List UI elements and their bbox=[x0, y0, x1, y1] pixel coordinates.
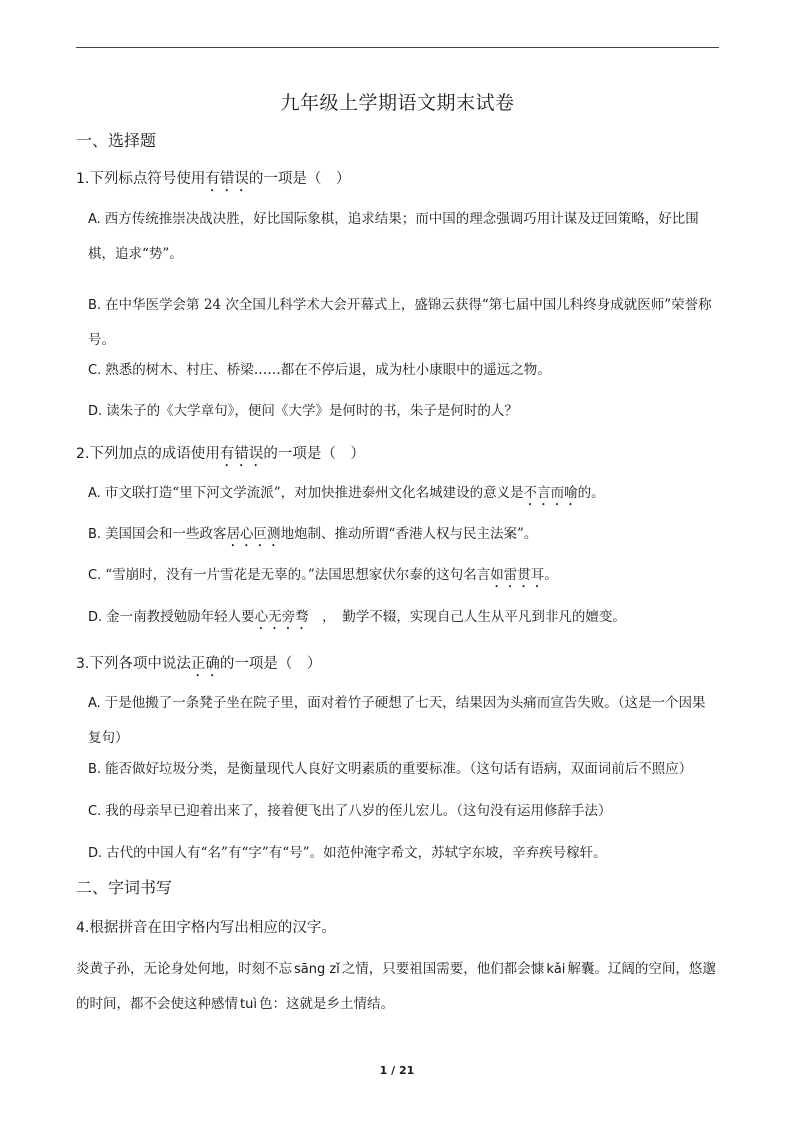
option-letter: B. bbox=[88, 762, 102, 777]
idiom-emphasis: 如雷贯耳 bbox=[490, 567, 545, 583]
option-text: 在中华医学会第 24 次全国儿科学术大会开幕式上，盛锦云获得“第七届中国儿科终身成就医师”荣誉称号。 bbox=[88, 297, 712, 348]
stem-text: 下列各项中说法 bbox=[89, 656, 191, 672]
option-text: 西方传统推崇决战决胜，好比国际象棋，追求结果；而中国的理念强调巧用计谋及迂回策略，好比围棋，追求“势”。 bbox=[88, 211, 699, 262]
option-letter: D. bbox=[88, 404, 103, 419]
question-number: 2. bbox=[76, 446, 90, 462]
q1-option-c bbox=[88, 353, 718, 388]
option-letter: D. bbox=[88, 846, 103, 861]
option-text: 市文联打造“里下河文学流派”，对加快推进泰州文化名城建设的意义是 bbox=[104, 485, 524, 501]
emphasis-text: 有错误 bbox=[219, 446, 264, 462]
idiom-emphasis: 心无旁骛 bbox=[254, 609, 309, 625]
option-text: 金一南教授勉励年轻人要 bbox=[106, 609, 255, 625]
stem-text: 的一项是（ ） bbox=[219, 656, 322, 672]
question-number: 3. bbox=[76, 656, 90, 672]
option-letter: B. bbox=[88, 298, 102, 313]
option-text: “雪崩时，没有一片雪花是无辜的。”法国思想家伏尔泰的这句名言 bbox=[105, 567, 491, 583]
q4-passage bbox=[76, 952, 719, 1022]
option-letter: C. bbox=[88, 804, 102, 819]
passage-text: 解囊。辽阔的空间，悠邈的时间，都不会使这种感情 bbox=[76, 961, 716, 1012]
q3-option-c bbox=[88, 794, 718, 829]
stem-text: 根据拼音在田字格内写出相应的汉字。 bbox=[89, 920, 336, 936]
option-letter: C. bbox=[88, 568, 102, 583]
q1-option-a bbox=[88, 202, 718, 271]
passage-text: 之情，只要祖国需要，他们都会慷 bbox=[341, 961, 545, 977]
q3-option-d bbox=[88, 836, 718, 871]
q2-option-a bbox=[88, 476, 718, 511]
question-2-stem bbox=[76, 442, 365, 470]
option-text: 美国国会和一些政客 bbox=[105, 526, 227, 542]
option-text: 读朱子的《大学章句》，便问《大学》是何时的书，朱子是何时的人？ bbox=[106, 403, 518, 419]
stem-text: 的一项是（ ） bbox=[263, 446, 365, 462]
option-text: 。 bbox=[544, 567, 558, 583]
q2-option-c bbox=[88, 558, 718, 593]
option-letter: D. bbox=[88, 610, 103, 625]
option-letter: A. bbox=[88, 486, 101, 501]
passage-text: 色：这就是乡土情结。 bbox=[258, 996, 394, 1012]
emphasis-text: 正确 bbox=[190, 656, 220, 672]
q2-option-b bbox=[88, 517, 718, 552]
option-letter: A. bbox=[88, 696, 101, 711]
option-letter: A. bbox=[88, 212, 101, 227]
option-text: 的。 bbox=[577, 485, 605, 501]
section-heading-writing: 二、字词书写 bbox=[76, 878, 173, 897]
q1-option-d bbox=[88, 394, 718, 429]
option-letter: B. bbox=[88, 527, 102, 542]
pinyin-2: kǎi bbox=[546, 962, 566, 977]
passage-text: 炎黄子孙，无论身处何地，时刻不忘 bbox=[76, 961, 292, 977]
option-text: 地炮制、推动所谓“香港人权与民主法案”。 bbox=[280, 526, 538, 542]
stem-text: 的一项是（ ） bbox=[248, 171, 351, 187]
option-text: 于是他搬了一条凳子坐在院子里，面对着竹子硬想了七天，结果因为头痛而宣告失败。（这是一个因果复句） bbox=[88, 695, 706, 746]
question-4-stem bbox=[76, 916, 336, 937]
pinyin-3: tuì bbox=[240, 997, 257, 1012]
question-number: 4. bbox=[76, 920, 90, 936]
q1-option-b bbox=[88, 288, 718, 357]
question-number: 1. bbox=[76, 171, 90, 187]
option-text: 熟悉的树木、村庄、桥梁……都在不停后退，成为杜小康眼中的遥远之物。 bbox=[105, 362, 551, 378]
stem-text: 下列加点的成语使用 bbox=[89, 446, 220, 462]
q2-option-d bbox=[88, 600, 718, 635]
option-text: 能否做好垃圾分类，是衡量现代人良好文明素质的重要标准。（这句话有语病，双面词前后不照应） bbox=[105, 761, 693, 777]
page-title: 九年级上学期语文期末试卷 bbox=[280, 92, 515, 114]
section-heading-choice: 一、选择题 bbox=[76, 131, 157, 150]
emphasis-text: 有错误 bbox=[205, 171, 249, 187]
question-1-stem bbox=[76, 167, 350, 195]
page-number: 1 / 21 bbox=[379, 1064, 415, 1077]
idiom-emphasis: 不言而喻 bbox=[523, 485, 578, 501]
pinyin-1: sāng zǐ bbox=[294, 962, 340, 977]
option-text: 我的母亲早已迎着出来了，接着便飞出了八岁的侄儿宏儿。（这句没有运用修辞手法） bbox=[105, 803, 612, 819]
idiom-emphasis: 居心叵测 bbox=[226, 526, 281, 542]
q3-option-a bbox=[88, 686, 718, 755]
option-letter: C. bbox=[88, 363, 102, 378]
question-3-stem bbox=[76, 652, 321, 680]
header-rule bbox=[76, 47, 719, 48]
option-text: 古代的中国人有“名”有“字”有“号”。如范仲淹字希文，苏轼字东坡，辛弃疾号稼轩。 bbox=[106, 845, 607, 861]
q3-option-b bbox=[88, 752, 718, 787]
option-text: ， 勤学不辍，实现自己人生从平凡到非凡的嬗变。 bbox=[308, 609, 626, 625]
stem-text: 下列标点符号使用 bbox=[89, 171, 206, 187]
